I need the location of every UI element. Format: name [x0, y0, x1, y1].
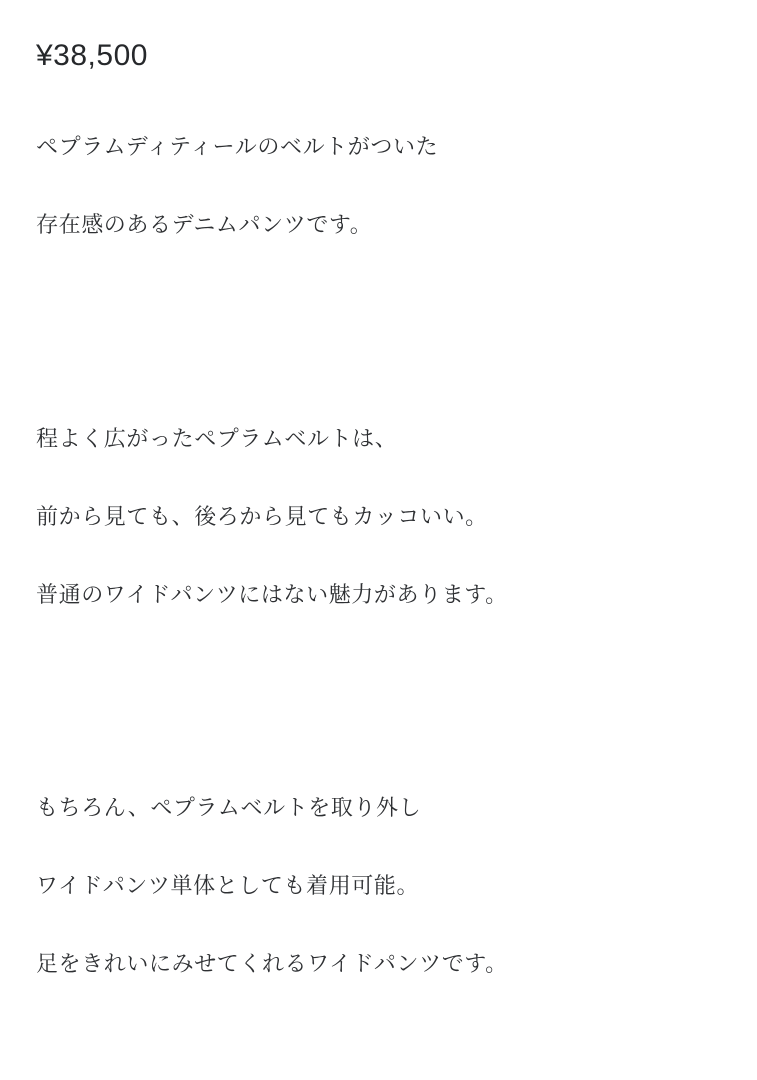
product-description — [36, 131, 721, 980]
description-line: 普通のワイドパンツにはない魅力があります。 — [36, 581, 508, 607]
description-spacer — [36, 355, 721, 377]
description-line: 足をきれいにみせてくれるワイドパンツです。 — [36, 951, 508, 977]
description-line: 存在感のあるデニムパンツです。 — [36, 211, 373, 237]
description-line: もちろん、ペプラムベルトを取り外し — [36, 795, 422, 821]
description-spacer — [36, 724, 721, 746]
description-line: ワイドパンツ単体としても着用可能。 — [36, 873, 420, 899]
description-spacer — [36, 287, 721, 309]
description-line: 前から見ても、後ろから見てもカッコいい。 — [36, 503, 488, 529]
description-line: ペプラムディティールのベルトがついた — [36, 134, 439, 159]
description-spacer — [36, 656, 721, 678]
description-line: 程よく広がったペプラムベルトは、 — [36, 425, 398, 451]
product-price: ¥38,500 — [36, 39, 148, 72]
